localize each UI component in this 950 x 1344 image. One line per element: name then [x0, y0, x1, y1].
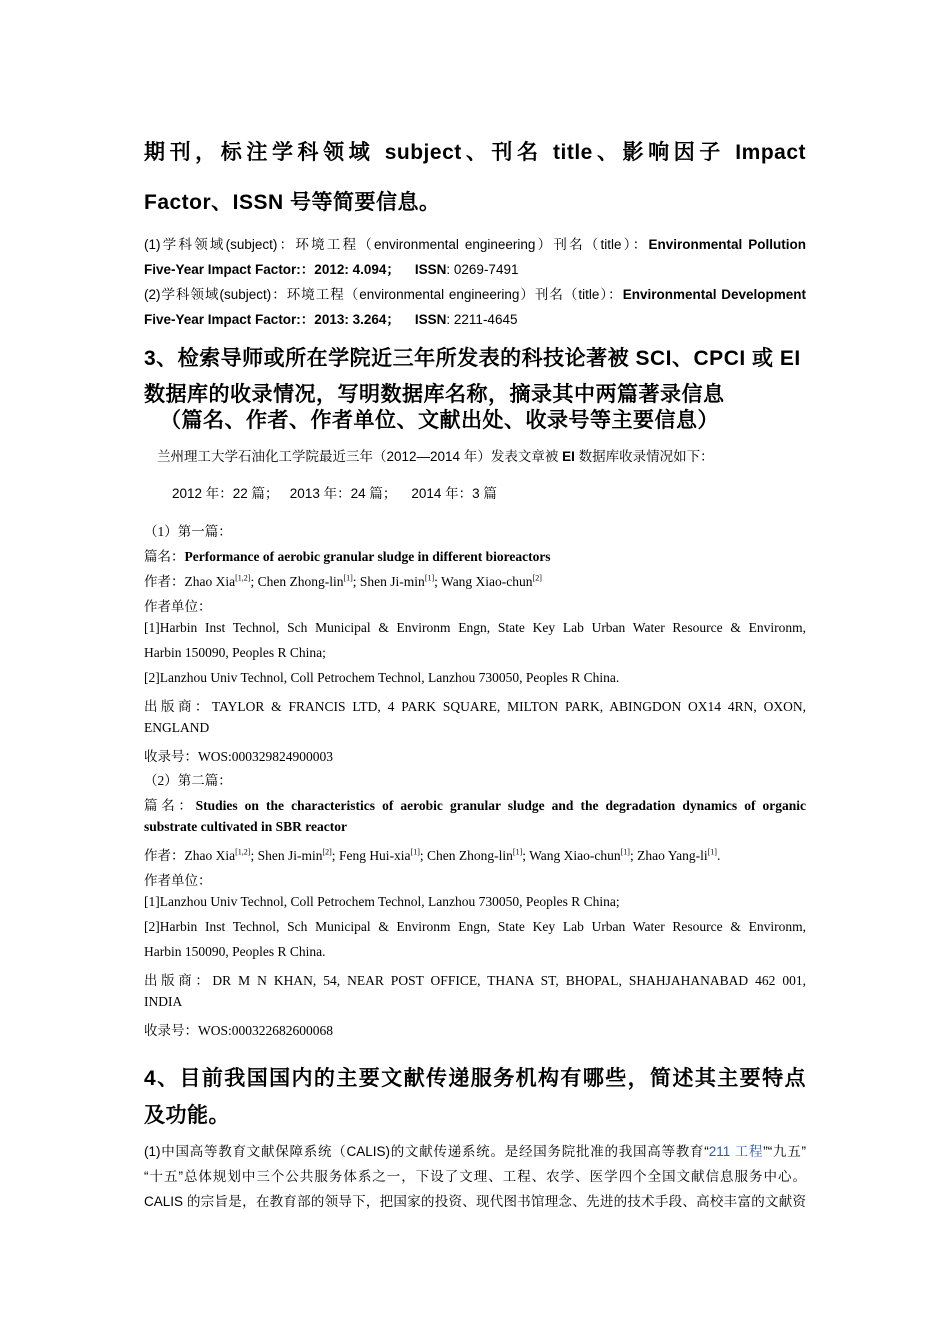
article1-authors-label: 作者： [144, 574, 185, 589]
article2-author: Zhao Yang-li [637, 848, 708, 863]
article1-affil2: [2]Lanzhou Univ Technol, Coll Petrochem Technol, Lanzhou 730050, Peoples R China. [144, 670, 620, 685]
article2-author: Shen Ji-min [257, 848, 323, 863]
article1-heading: （1）第一篇： [144, 524, 232, 539]
journal-2-impact-factor: Five-Year Impact Factor:：2013: 3.264； [144, 312, 400, 327]
article1-author-aff: [1,2] [235, 573, 251, 583]
article2-title-part1: Studies on the characteristics of aerobic granular sludge and the degradation dynamics of organic [195, 798, 807, 813]
author-sep: ; [419, 848, 428, 863]
section3-heading-line1: 3、检索导师或所在学院近三年所发表的科技论著被 SCI、CPCI 或 EI [144, 347, 801, 370]
article2-publisher-line2: INDIA [144, 994, 183, 1009]
article1-publisher-line1: 出版商：TAYLOR & FRANCIS LTD, 4 PARK SQUARE, MILTON PARK, ABINGDON OX14 4RN, OXON, [144, 699, 806, 714]
article1-title: Performance of aerobic granular sludge in different bioreactors [184, 549, 551, 564]
article2-authors-line [144, 844, 806, 864]
section4-heading-line1: 4、目前我国国内的主要文献传递服务机构有哪些，简述其主要特点 [144, 1067, 806, 1090]
article1-title-label: 篇名： [144, 549, 185, 564]
author-sep: . [716, 848, 721, 863]
article1-author: Wang Xiao-chun [441, 574, 533, 589]
journal-2-issn-label: ISSN [414, 312, 447, 327]
section4-paragraph-line2: “十五”总体规划中三个公共服务体系之一，下设了文理、工程、农学、医学四个全国文献信息服务中心。 [144, 1169, 806, 1184]
article1-author-aff: [2] [532, 573, 542, 583]
article2-author-aff: [1] [410, 847, 420, 857]
article1-author-aff: [1] [424, 573, 435, 583]
article2-author: Chen Zhong-lin [427, 848, 513, 863]
article2-affil2-line1: [2]Harbin Inst Technol, Sch Municipal & Environm Engn, State Key Lab Urban Water Resource & Environm, [144, 919, 806, 934]
section4-heading-line2: 及功能。 [144, 1104, 230, 1127]
section3-intro [157, 445, 819, 465]
section4-paragraph-line1 [144, 1140, 806, 1160]
journal-2-line1 [144, 283, 806, 303]
section4-p1-b: ”“九五” [763, 1144, 806, 1159]
article1-author: Chen Zhong-lin [257, 574, 344, 589]
link-211-project[interactable]: 211 工程 [708, 1144, 764, 1159]
article2-author-aff: [1,2] [235, 847, 251, 857]
article1-author: Zhao Xia [184, 574, 236, 589]
section3-counts: 2012 年：22 篇； 2013 年：24 篇； 2014 年：3 篇 [172, 486, 497, 501]
journal-1-title: Environmental Pollution [648, 237, 806, 252]
author-sep: ; [250, 574, 258, 589]
journal-2-issn-value: : 2211-4645 [446, 312, 518, 327]
article1-title-line [144, 545, 806, 565]
journal-1-issn-label: ISSN [414, 262, 447, 277]
article2-publisher-line1: 出版商：DR M N KHAN, 54, NEAR POST OFFICE, THANA ST, BHOPAL, SHAHJAHANABAD 462 001, [144, 973, 806, 988]
article2-author: Wang Xiao-chun [529, 848, 621, 863]
article2-affil2-line2: Harbin 150090, Peoples R China. [144, 944, 326, 959]
section4-paragraph-line3: CALIS 的宗旨是，在教育部的领导下，把国家的投资、现代图书馆理念、先进的技术手段、高校丰富的文献资 [144, 1194, 806, 1209]
article1-affil1-line2: Harbin 150090, Peoples R China; [144, 645, 326, 660]
journal-1-prefix: (1)学科领域(subject)：环境工程（environmental engineering）刊名（title）： [144, 237, 649, 252]
article2-author: Zhao Xia [184, 848, 236, 863]
section3-intro-ei: EI [562, 449, 575, 464]
journal-1-issn-value: : 0269-7491 [446, 262, 519, 277]
article2-author-aff: [1] [620, 847, 630, 857]
section2-heading-line1: 期刊，标注学科领域 subject、刊名 title、影响因子 Impact [144, 141, 806, 164]
article2-title-line1 [144, 794, 806, 814]
author-sep: ; [434, 574, 442, 589]
journal-1-line2 [144, 258, 806, 278]
journal-2-prefix: (2)学科领域(subject)：环境工程（environmental engineering）刊名（title）： [144, 287, 623, 302]
article1-affil1-line1: [1]Harbin Inst Technol, Sch Municipal & Environm Engn, State Key Lab Urban Water Resource & Environm, [144, 620, 806, 635]
article2-title-line2: substrate cultivated in SBR reactor [144, 819, 347, 834]
author-sep: ; [352, 574, 360, 589]
article2-affil-label: 作者单位： [144, 873, 212, 888]
article2-heading: （2）第二篇： [144, 773, 232, 788]
article2-author-aff: [1] [512, 847, 523, 857]
article1-affil-label: 作者单位： [144, 599, 212, 614]
section3-intro-b: 数据库收录情况如下： [574, 449, 714, 464]
article1-author-aff: [1] [343, 573, 353, 583]
author-sep: ; [629, 848, 638, 863]
article2-title-label: 篇名： [144, 798, 196, 813]
article2-author: Feng Hui-xia [338, 848, 411, 863]
section3-intro-a: 兰州理工大学石油化工学院最近三年（2012—2014 年）发表文章被 [157, 449, 563, 464]
article2-author-aff: [1] [707, 847, 717, 857]
author-sep: ; [331, 848, 339, 863]
journal-2-line2 [144, 308, 806, 328]
article1-publisher-line2: ENGLAND [144, 720, 210, 735]
journal-1-line1 [144, 233, 806, 253]
article1-authors-line [144, 570, 806, 590]
section3-heading-line2: 数据库的收录情况，写明数据库名称，摘录其中两篇著录信息 [144, 383, 725, 406]
author-sep: ; [522, 848, 530, 863]
article2-author-aff: [2] [322, 847, 332, 857]
journal-1-impact-factor: Five-Year Impact Factor:：2012: 4.094； [144, 262, 400, 277]
article1-author: Shen Ji-min [359, 574, 425, 589]
section2-heading-line2: Factor、ISSN 号等简要信息。 [144, 191, 441, 214]
section4-p1-a: (1)中国高等教育文献保障系统（CALIS)的文献传递系统。是经国务院批准的我国高等教育“ [144, 1144, 709, 1159]
article2-accession: 收录号：WOS:000322682600068 [144, 1023, 333, 1038]
author-sep: ; [250, 848, 258, 863]
article2-authors-label: 作者： [144, 848, 185, 863]
article1-accession: 收录号：WOS:000329824900003 [144, 749, 333, 764]
article2-affil1: [1]Lanzhou Univ Technol, Coll Petrochem Technol, Lanzhou 730050, Peoples R China; [144, 894, 620, 909]
section3-heading-line3: （篇名、作者、作者单位、文献出处、收录号等主要信息） [160, 409, 719, 432]
journal-2-title: Environmental Development [622, 287, 806, 302]
